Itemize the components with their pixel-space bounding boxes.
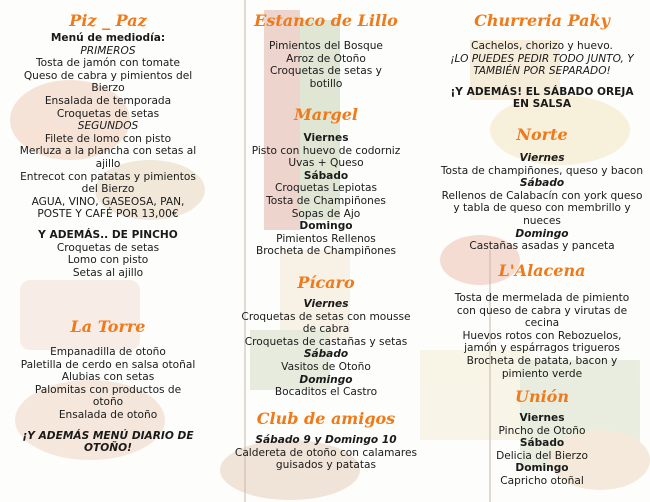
- menu-line: otoño: [92, 396, 124, 409]
- menu-line: Y ADEMÁS.. DE PINCHO: [38, 228, 178, 241]
- menu-line: Sábado 9 y Domingo 10: [255, 434, 397, 446]
- menu-line: AGUA, VINO, GASEOSA, PAN,: [31, 195, 185, 208]
- menu-line: Brocheta de patata, bacon y: [466, 354, 618, 367]
- menu-line: ¡LO PUEDES PEDIR TODO JUNTO, Y: [450, 52, 634, 65]
- menu-line: guisados y patatas: [275, 459, 377, 472]
- menu-line: SEGUNDOS: [77, 120, 139, 133]
- menu-line: nueces: [523, 214, 561, 227]
- menu-line: Pimientos del Bosque: [269, 40, 383, 52]
- menu-line: Pimientos Rellenos: [276, 232, 376, 245]
- menu-line: ¡Y ADEMÁS! EL SÁBADO OREJA: [450, 85, 634, 98]
- menu-line: Filete de lomo con pisto: [44, 132, 172, 145]
- menu-line: Caldereta de otoño con calamares: [234, 446, 418, 459]
- menu-line: Bocaditos el Castro: [274, 386, 378, 399]
- section-title: Norte: [516, 125, 568, 144]
- menu-line: Croquetas de setas: [56, 107, 160, 120]
- menu-line: de cabra: [302, 323, 350, 336]
- menu-line: Domingo: [299, 220, 353, 233]
- section-churreria-paky: [434, 12, 650, 111]
- menu-line: Sopas de Ajo: [291, 207, 361, 220]
- menu-line: Palomitas con productos de: [34, 383, 182, 396]
- menu-line: cecina: [524, 317, 560, 330]
- menu-line: Tosta de jamón con tomate: [35, 57, 181, 70]
- section-club-de-amigos: [218, 410, 434, 472]
- section-title: Estanco de Lillo: [254, 11, 398, 30]
- menu-line: Viernes: [303, 132, 349, 144]
- menu-line: Tosta de Champiñones: [266, 194, 386, 207]
- menu-line: Pincho de Otoño: [498, 424, 586, 437]
- menu-line: Brocheta de Champiñones: [255, 245, 397, 258]
- menu-line: POSTE Y CAFÉ POR 13,00€: [37, 208, 179, 221]
- section-title: La Torre: [70, 317, 146, 336]
- section-title: L'Alacena: [498, 261, 586, 280]
- menu-line: Capricho otoñal: [500, 474, 584, 487]
- menu-line: Viernes: [303, 298, 349, 310]
- menu-line: Vasitos de Otoño: [281, 360, 371, 373]
- menu-line: Tosta de champiñones, queso y bacon: [440, 164, 644, 177]
- section-picaro: [218, 274, 434, 399]
- menu-line: Rellenos de Calabacín con york queso: [441, 189, 643, 202]
- menu-line: Empanadilla de otoño: [50, 346, 166, 358]
- menu-line: Paletilla de cerdo en salsa otoñal: [20, 358, 196, 371]
- menu-line: Merluza a la plancha con setas al: [19, 145, 197, 158]
- menu-line: botillo: [309, 77, 343, 90]
- section-title: Margel: [294, 105, 358, 124]
- menu-line: Tosta de mermelada de pimiento: [454, 292, 630, 304]
- menu-line: ¡Y ADEMÁS MENÚ DIARIO DE: [22, 429, 194, 442]
- section-lalacena: [434, 262, 650, 380]
- section-title: Club de amigos: [256, 409, 396, 428]
- section-la-torre: [0, 318, 216, 455]
- menu-line: jamón y espárragos trigueros: [464, 342, 620, 355]
- menu-line: Croquetas Lepiotas: [274, 182, 378, 195]
- menu-line: Ensalada de temporada: [44, 94, 172, 107]
- section-title: Unión: [515, 387, 569, 406]
- menu-line: EN SALSA: [512, 98, 572, 111]
- section-title: Pícaro: [297, 273, 355, 292]
- menu-line: Entrecot con patatas y pimientos: [20, 170, 196, 183]
- menu-line: Pisto con huevo de codorniz: [251, 144, 401, 157]
- menu-line: Croquetas de castañas y setas: [244, 335, 408, 348]
- section-union: [434, 388, 650, 488]
- menu-line: con queso de cabra y virutas de: [456, 304, 628, 317]
- menu-line: Huevos rotos con Rebozuelos,: [462, 329, 622, 342]
- menu-line: del Bierzo: [81, 183, 135, 196]
- section-margel: [218, 106, 434, 258]
- menu-line: Alubias con setas: [61, 371, 155, 384]
- menu-line: Sábado: [303, 169, 349, 182]
- menu-line: Bierzo: [91, 82, 125, 95]
- menu-line: Croquetas de setas con mousse: [241, 310, 411, 323]
- menu-line: Queso de cabra y pimientos del: [23, 69, 193, 82]
- menu-line: Croquetas de setas: [56, 241, 160, 254]
- section-title: Churreria Paky: [474, 11, 610, 30]
- menu-line: Sábado: [519, 437, 565, 450]
- menu-line: Ensalada de otoño: [58, 408, 158, 421]
- menu-line: Domingo: [299, 373, 353, 386]
- menu-line: Menú de mediodía:: [50, 32, 166, 44]
- menu-line: Cachelos, chorizo y huevo.: [471, 40, 613, 52]
- menu-line: ajillo: [95, 157, 121, 170]
- menu-line: Delicia del Bierzo: [496, 449, 588, 462]
- menu-line: PRIMEROS: [80, 44, 136, 57]
- menu-line: y tabla de queso con membrillo y: [453, 202, 631, 215]
- menu-line: pimiento verde: [501, 367, 583, 380]
- menu-line: Arroz de Otoño: [286, 52, 366, 65]
- menu-line: Uvas + Queso: [288, 157, 364, 170]
- section-estanco-de-lillo: [218, 12, 434, 90]
- menu-line: Castañas asadas y panceta: [469, 240, 615, 253]
- menu-line: Viernes: [519, 152, 565, 164]
- menu-line: Sábado: [303, 348, 349, 361]
- menu-line: TAMBIÉN POR SEPARADO!: [473, 65, 611, 78]
- menu-line: Croquetas de setas y: [270, 65, 382, 78]
- menu-line: Domingo: [515, 462, 569, 475]
- menu-line: Viernes: [519, 412, 565, 424]
- section-piz-paz: [0, 12, 216, 279]
- menu-line: Domingo: [515, 227, 569, 240]
- section-norte: [434, 126, 650, 253]
- menu-line: Lomo con pisto: [67, 254, 149, 267]
- menu-line: Sábado: [519, 177, 565, 190]
- section-title: Piz _ Paz: [69, 11, 147, 30]
- menu-line: OTOÑO!: [84, 442, 132, 455]
- menu-line: Setas al ajillo: [72, 266, 144, 279]
